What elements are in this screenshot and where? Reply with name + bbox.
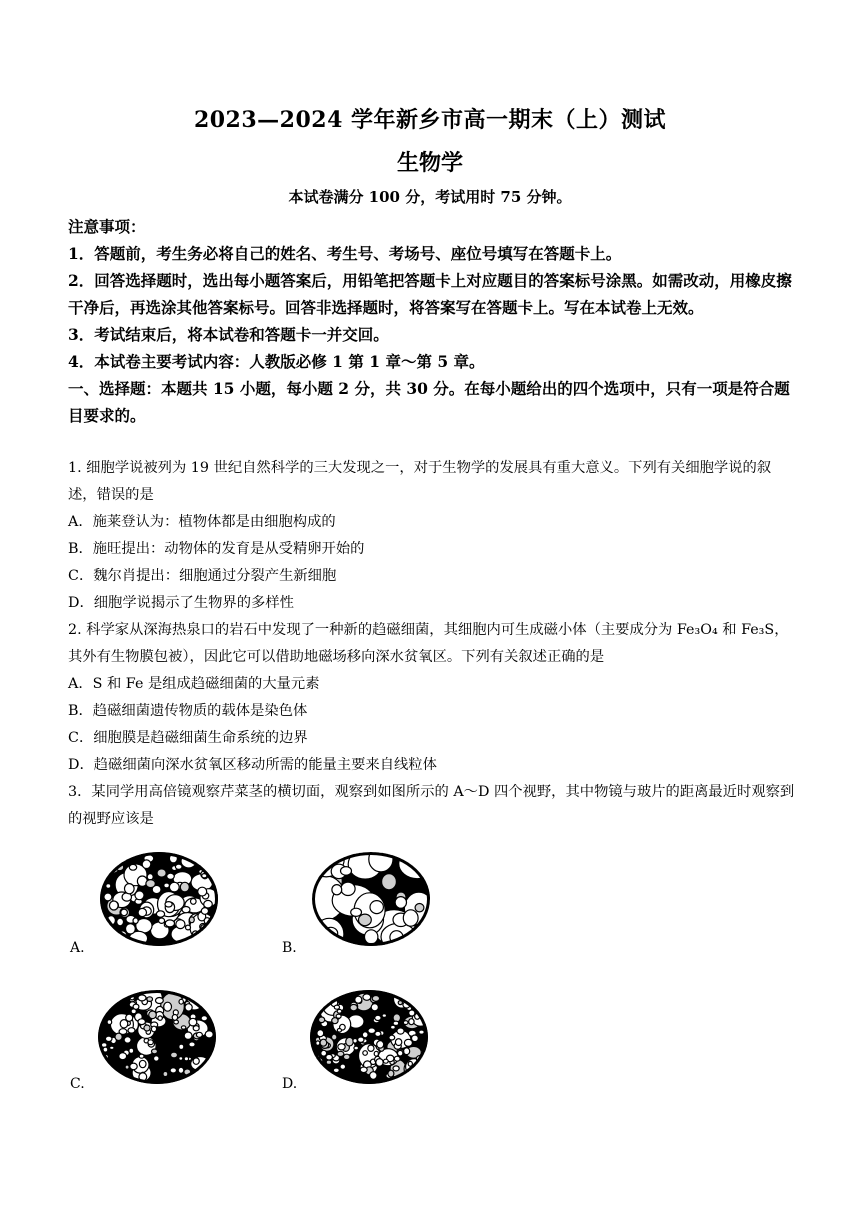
cell-shape	[200, 1074, 205, 1078]
cell-shape	[142, 860, 151, 869]
cell-shape	[354, 1046, 359, 1050]
exam-title: 2023—2024 学年新乡市高一期末（上）测试	[193, 107, 667, 133]
cell-shape	[326, 1060, 331, 1064]
cell-shape	[178, 1067, 184, 1073]
cell-shape	[399, 852, 430, 879]
cell-shape	[149, 1011, 157, 1019]
cell-shape	[129, 1048, 134, 1053]
cell-shape	[375, 1015, 381, 1020]
cell-shape	[372, 996, 379, 1002]
cell-shape	[388, 1070, 394, 1077]
cell-shape	[107, 1020, 112, 1025]
cell-shape	[182, 907, 190, 913]
question-2-option-a: A．S 和 Fe 是组成趋磁细菌的大量元素	[68, 676, 320, 692]
cell-shape	[371, 1004, 378, 1011]
cell-shape	[368, 1045, 374, 1051]
cell-shape	[184, 1057, 188, 1061]
cell-shape	[125, 884, 135, 894]
cell-shape	[355, 996, 362, 1003]
cell-shape	[359, 914, 372, 926]
cell-shape	[186, 925, 191, 930]
cell-shape	[128, 1028, 135, 1033]
cell-shape	[139, 1060, 146, 1067]
cell-shape	[334, 1005, 339, 1009]
cell-shape	[351, 908, 362, 916]
cell-shape	[324, 995, 331, 1001]
microscope-field-a	[100, 852, 218, 946]
cell-shape	[196, 1032, 202, 1037]
cell-shape	[108, 860, 116, 867]
cell-shape	[125, 1065, 129, 1069]
cell-shape	[417, 1003, 425, 1010]
question-2-option-c: C．细胞膜是趋磁细菌生命系统的边界	[68, 730, 308, 746]
cell-shape	[208, 863, 215, 869]
cell-shape	[193, 1026, 199, 1031]
cell-shape	[404, 1048, 410, 1055]
question-3-option-d: D.	[282, 1076, 298, 1092]
cell-shape	[165, 920, 174, 927]
cell-shape	[181, 1026, 185, 1029]
cell-shape	[124, 1037, 131, 1043]
cell-shape	[129, 864, 136, 870]
question-1-option-c: C．魏尔肖提出：细胞通过分裂产生新细胞	[68, 568, 337, 584]
cell-shape	[189, 917, 194, 923]
cell-shape	[363, 1051, 368, 1056]
question-1-stem: 1. 细胞学说被列为 19 世纪自然科学的三大发现之一，对于生物学的发展具有重大意义。下列有关细胞学说的叙述，错误的是	[68, 460, 772, 503]
question-3-stem: 3．某同学用高倍镜观察芹菜茎的横切面，观察到如图所示的 A～D 四个视野，其中物镜与玻片的距离最近时观察到的视野应该是	[68, 784, 795, 827]
cell-shape	[102, 1071, 109, 1077]
cell-shape	[207, 1008, 211, 1012]
cell-shape	[144, 1025, 150, 1031]
cell-shape	[170, 1068, 176, 1073]
cell-shape	[340, 1064, 346, 1069]
note-item: 4．本试卷主要考试内容：人教版必修 1 第 1 章～第 5 章。	[68, 352, 485, 371]
question-2-option-b: B．趋磁细菌遗传物质的载体是染色体	[68, 703, 308, 719]
cell-shape	[156, 911, 164, 917]
cell-shape	[360, 1067, 367, 1073]
cell-shape	[320, 1039, 327, 1046]
cell-shape	[157, 869, 166, 877]
cell-shape	[317, 1030, 324, 1037]
cell-shape	[159, 918, 165, 923]
question-1-option-b: B．施旺提出：动物体的发育是从受精卵开始的	[68, 541, 365, 557]
cell-shape	[184, 1032, 192, 1039]
cell-shape	[121, 909, 128, 916]
cell-shape	[105, 1036, 112, 1041]
cell-shape	[126, 924, 136, 934]
cell-shape	[383, 1059, 388, 1063]
cell-shape	[148, 1040, 153, 1045]
cell-shape	[389, 1035, 395, 1040]
cell-shape	[102, 1073, 110, 1082]
cell-shape	[106, 884, 111, 889]
cell-shape	[350, 1004, 357, 1010]
cell-shape	[179, 999, 183, 1004]
notes-block	[68, 213, 796, 429]
cell-shape	[164, 1002, 172, 1011]
cell-shape	[375, 1031, 381, 1036]
cell-shape	[103, 1068, 109, 1074]
cell-shape	[179, 1057, 183, 1061]
cell-shape	[169, 882, 179, 892]
cell-shape	[180, 882, 189, 892]
cell-shape	[365, 930, 378, 944]
cell-shape	[176, 920, 185, 929]
questions-block	[68, 455, 796, 833]
cell-shape	[368, 1028, 376, 1034]
note-item: 2．回答选择题时，选出每小题答案后，用铅笔把答题卡上对应题目的答案标号涂黑。如需改动，用橡皮擦干净后，再选涂其他答案标号。回答非选择题时，将答案写在答题卡上。写在本试卷上无效。	[68, 271, 792, 317]
cell-shape	[198, 887, 207, 896]
score-line: 本试卷满分 100 分，考试用时 75 分钟。	[288, 188, 572, 206]
cell-shape	[147, 997, 153, 1002]
cell-shape	[152, 1049, 158, 1054]
cell-shape	[332, 885, 342, 895]
cell-shape	[189, 1018, 197, 1026]
cell-shape	[415, 904, 424, 912]
cell-shape	[138, 995, 146, 1001]
cell-shape	[189, 1042, 195, 1047]
microscope-field-d	[310, 990, 428, 1084]
cell-shape	[370, 901, 383, 914]
cell-shape	[376, 1059, 383, 1067]
note-item: 3．考试结束后，将本试卷和答题卡一并交回。	[68, 325, 389, 344]
cell-shape	[337, 1009, 342, 1013]
cell-shape	[204, 900, 213, 908]
cell-shape	[115, 1033, 122, 1040]
cell-shape	[191, 899, 197, 905]
cell-shape	[146, 880, 155, 888]
microscope-field-c	[98, 990, 216, 1084]
cell-shape	[326, 1054, 333, 1060]
cell-shape	[133, 1004, 139, 1009]
cell-shape	[395, 1039, 401, 1046]
cell-shape	[403, 1021, 408, 1025]
cell-shape	[117, 918, 124, 926]
cell-shape	[353, 1039, 357, 1044]
cell-shape	[138, 1019, 145, 1025]
cell-shape	[403, 910, 418, 926]
question-2-option-d: D．趋磁细菌向深水贫氧区移动所需的能量主要来自线粒体	[68, 757, 437, 773]
cell-shape	[404, 1039, 412, 1046]
cell-shape	[193, 1058, 199, 1064]
question-1-option-d: D．细胞学说揭示了生物界的多样性	[68, 595, 294, 611]
cell-shape	[103, 997, 107, 1002]
cell-shape	[110, 1046, 114, 1049]
cell-shape	[201, 1016, 207, 1021]
cell-shape	[130, 1063, 137, 1070]
cell-shape	[358, 1037, 364, 1042]
cell-shape	[346, 1037, 354, 1046]
cell-shape	[185, 1004, 192, 1011]
notes-heading: 注意事项：	[68, 217, 146, 236]
cell-shape	[332, 1034, 337, 1040]
question-1-option-a: A．施莱登认为：植物体都是由细胞构成的	[68, 514, 336, 530]
question-2-stem: 2. 科学家从深海热泉口的岩石中发现了一种新的趋磁细菌，其细胞内可生成磁小体（主要成分为 Fe₃O₄ 和 Fe₃S，其外有生物膜包被），因此它可以借助地磁场移向深水贫氧区。下列有关叙述正确的是	[68, 622, 789, 665]
cell-shape	[139, 1054, 144, 1058]
cell-shape	[343, 1054, 350, 1059]
cell-shape	[314, 1073, 319, 1078]
cell-shape	[341, 882, 355, 895]
cell-shape	[382, 1014, 386, 1018]
cell-shape	[394, 1056, 400, 1061]
section-heading: 一、选择题：本题共 15 小题，每小题 2 分，共 30 分。在每小题给出的四个选项中，只有一项是符合题目要求的。	[68, 379, 790, 425]
cell-shape	[171, 1052, 178, 1058]
cell-shape	[156, 998, 164, 1004]
cell-shape	[151, 1026, 156, 1032]
cell-shape	[175, 864, 182, 869]
cell-shape	[319, 1017, 325, 1023]
cell-shape	[337, 1051, 344, 1056]
cell-shape	[391, 1025, 396, 1029]
cell-shape	[163, 1071, 168, 1076]
cell-shape	[138, 908, 146, 916]
cell-shape	[409, 1019, 414, 1025]
cell-shape	[417, 1074, 422, 1078]
cell-shape	[207, 933, 217, 941]
cell-shape	[110, 901, 119, 910]
cell-shape	[126, 1014, 133, 1021]
cell-shape	[164, 883, 170, 888]
cell-shape	[205, 1031, 213, 1038]
cell-shape	[397, 1028, 404, 1034]
cell-shape	[382, 874, 397, 890]
cell-shape	[165, 902, 172, 907]
cell-shape	[119, 1053, 127, 1060]
cell-shape	[135, 891, 144, 900]
cell-shape	[338, 1044, 345, 1050]
cell-shape	[316, 1041, 320, 1045]
cell-shape	[203, 1066, 216, 1080]
cell-shape	[336, 1014, 341, 1018]
cell-shape	[363, 994, 371, 1000]
cell-shape	[419, 1030, 424, 1034]
cell-shape	[312, 929, 327, 943]
cell-shape	[377, 1041, 384, 1048]
cell-shape	[201, 908, 208, 915]
cell-shape	[341, 867, 352, 876]
question-3-option-a: A.	[70, 940, 85, 956]
cell-shape	[395, 897, 406, 909]
cell-shape	[398, 1050, 403, 1056]
question-3-option-b: B.	[282, 940, 297, 956]
subject-title: 生物学	[396, 150, 463, 176]
cell-shape	[337, 1029, 341, 1033]
cell-shape	[179, 1044, 184, 1049]
microscope-field-b	[312, 852, 430, 946]
cell-shape	[133, 918, 138, 924]
cell-shape	[374, 1051, 378, 1056]
cell-shape	[104, 893, 112, 901]
cell-shape	[172, 1015, 177, 1021]
question-3-option-c: C.	[70, 1076, 85, 1092]
cell-shape	[412, 1035, 419, 1042]
cell-shape	[158, 1016, 162, 1020]
cell-shape	[393, 1066, 399, 1071]
note-item: 1．答题前，考生务必将自己的姓名、考生号、考场号、座位号填写在答题卡上。	[68, 244, 622, 263]
cell-shape	[167, 873, 175, 879]
cell-shape	[370, 1072, 377, 1080]
cell-shape	[154, 1056, 160, 1061]
cell-shape	[326, 1071, 330, 1075]
